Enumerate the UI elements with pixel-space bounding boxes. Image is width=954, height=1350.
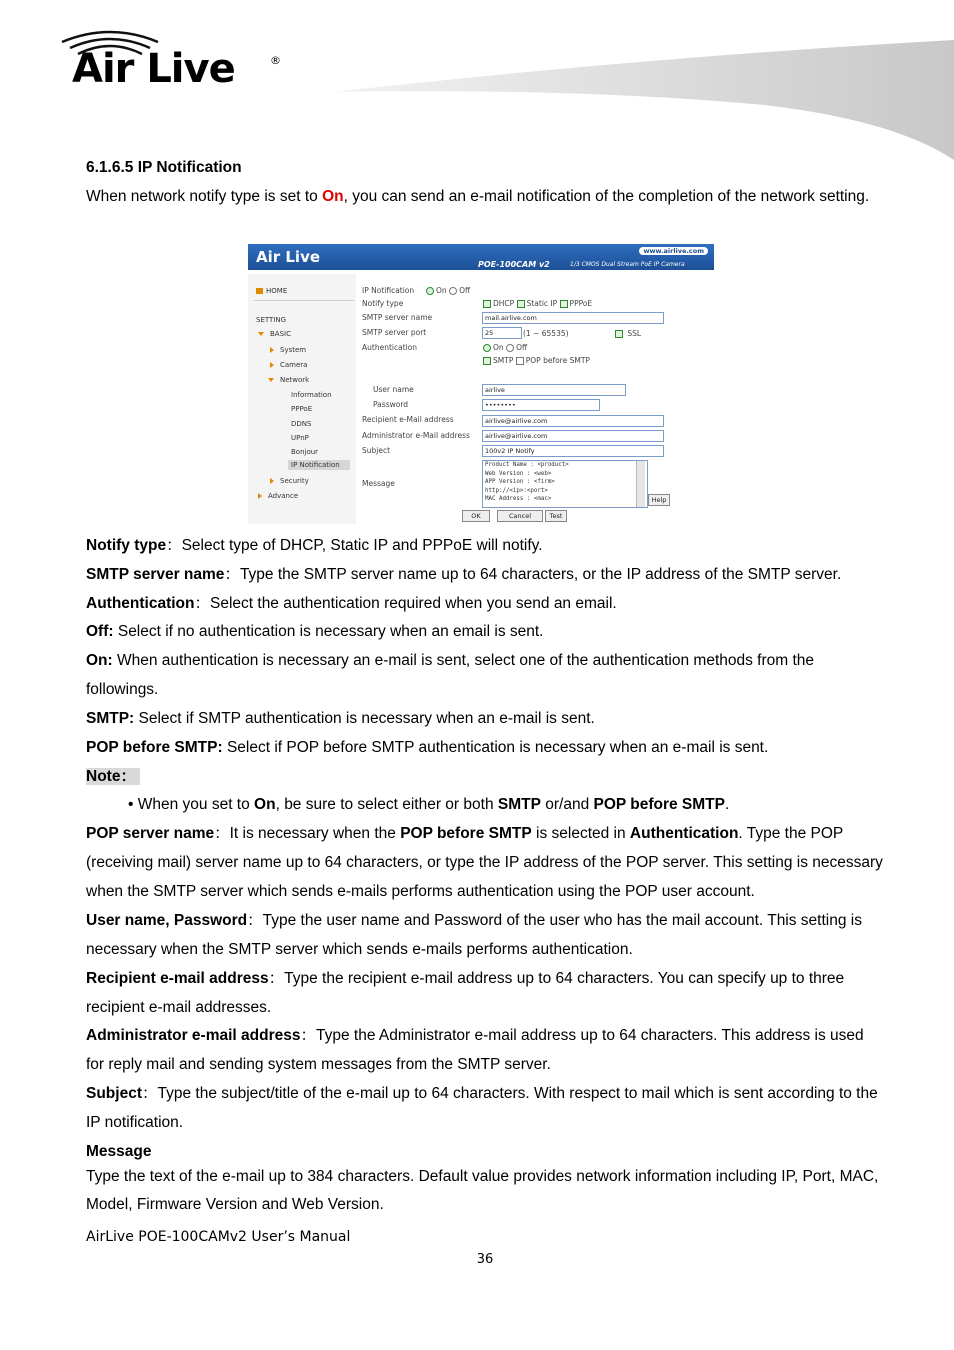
notify-type-options[interactable]: DHCP Static IP PPPoE [483,299,592,308]
sidebar-ip-notification[interactable]: IP Notification [288,460,350,470]
password-input[interactable]: •••••••• [482,399,600,411]
radio-off-icon[interactable] [506,344,514,352]
screenshot-url: www.airlive.com [639,247,708,255]
sidebar-divider [254,300,354,301]
ok-button[interactable]: OK [462,510,490,522]
screenshot-model-desc: 1/3 CMOS Dual Stream PoE IP Camera [570,261,685,268]
note-bullet: • When you set to On, be sure to select either or both SMTP or/and POP before SMTP. [128,796,730,813]
para-notify-type: Notify type：Select type of DHCP, Static IP and PPPoE will notify. [86,537,543,554]
admin-input[interactable]: airlive@airlive.com [482,430,664,442]
sidebar-basic[interactable]: BASIC [258,330,291,338]
sidebar-information[interactable]: Information [291,391,332,399]
screenshot-model: POE-100CAM v2 [478,260,550,269]
ip-notification-label: IP Notification [362,286,415,295]
cancel-button[interactable]: Cancel [497,510,543,522]
auth-methods[interactable]: SMTP POP before SMTP [483,356,590,365]
radio-off-icon[interactable] [449,287,457,295]
sidebar-camera[interactable]: Camera [270,361,307,369]
para-pop-server: POP server name：It is necessary when the POP before SMTP is selected in Authentication. Type the POP (receiving mail) server name up to 64 characters, or type the IP address of the POP server. This setting is necessary when the SMTP server which sends e-mails performs authentication using the POP user account. [86,825,883,900]
recipient-label: Recipient e-Mail address [362,415,454,424]
checkbox-checked-icon[interactable] [560,300,568,308]
registered-mark: ® [270,54,281,67]
para-on: On: When authentication is necessary an e-mail is sent, select one of the authentication methods from the followings. [86,652,815,698]
ip-notification-screenshot [248,244,714,524]
sidebar-advance[interactable]: Advance [258,492,298,500]
subject-label: Subject [362,446,391,455]
checkbox-empty-icon[interactable] [516,357,524,365]
sidebar-upnp[interactable]: UPnP [291,434,309,442]
checkbox-checked-icon[interactable] [483,300,491,308]
message-scrollbar[interactable] [636,461,645,507]
auth-radios[interactable]: On Off [483,343,527,352]
user-name-label: User name [373,385,414,394]
intro-paragraph: When network notify type is set to On, you can send an e-mail notification of the completion of the network setting. [86,188,870,205]
collapsed-icon [258,493,262,499]
sidebar-setting: SETTING [256,316,287,324]
para-authentication: Authentication：Select the authentication required when you send an email. [86,595,617,612]
admin-label: Administrator e-Mail address [362,431,470,440]
sidebar-home[interactable]: HOME [256,287,287,295]
para-subject: Subject：Type the subject/title of the e-mail up to 64 characters. With respect to mail which is sent according to the IP notification. [86,1085,878,1131]
screenshot-brand: Air Live [256,248,321,266]
checkbox-checked-icon[interactable] [517,300,525,308]
sidebar-pppoe[interactable]: PPPoE [291,405,313,413]
collapsed-icon [270,478,274,484]
message-label: Message [362,479,395,488]
checkbox-checked-icon[interactable] [615,330,623,338]
intro-on-highlight: On [322,188,344,205]
message-textarea[interactable]: Product Name : <product> Web Version : <web> APP Version : <firm> http://<ip>:<port> MAC Address : <mac> [482,460,648,508]
ssl-option[interactable]: SSL [615,329,641,338]
password-label: Password [373,400,409,409]
message-heading: Message [86,1143,152,1160]
logo-text: Air Live [72,46,235,92]
para-smtp: SMTP: Select if SMTP authentication is necessary when an e-mail is sent. [86,710,595,727]
collapsed-icon [270,347,274,353]
smtp-port-label: SMTP server port [362,328,427,337]
para-admin: Administrator e-mail address：Type the Administrator e-mail address up to 64 characters. This address is used for reply mail and sending system messages from the SMTP server. [86,1027,864,1073]
note-label: Note： [86,762,886,791]
airlive-logo [58,28,288,98]
user-name-input[interactable]: airlive [482,384,626,396]
ip-notification-radios[interactable]: On Off [426,286,470,295]
para-message: Type the text of the e-mail up to 384 characters. Default value provides network information including IP, Port, MAC, Model, Firmware Version and Web Version. [86,1168,879,1213]
screenshot-sidebar [248,274,356,524]
footer-manual: AirLive POE-100CAMv2 User’s Manual [86,1229,351,1245]
para-pop-before-smtp: POP before SMTP: Select if POP before SMTP authentication is necessary when an e-mail is sent. [86,739,769,756]
notify-type-label: Notify type [362,299,404,308]
help-button[interactable]: Help [648,494,670,506]
sidebar-system[interactable]: System [270,346,306,354]
smtp-port-input[interactable]: 25 [482,327,522,339]
para-off: Off: Select if no authentication is necessary when an email is sent. [86,623,544,640]
radio-on-icon[interactable] [483,344,491,352]
test-button[interactable]: Test [545,510,567,522]
sidebar-security[interactable]: Security [270,477,309,485]
para-smtp-server: SMTP server name：Type the SMTP server name up to 64 characters, or the IP address of the SMTP server. [86,566,842,583]
page-number: 36 [476,1252,494,1267]
sidebar-bonjour[interactable]: Bonjour [291,448,319,456]
collapsed-icon [270,362,274,368]
smtp-server-input[interactable]: mail.airlive.com [482,312,664,324]
sidebar-network[interactable]: Network [268,376,309,384]
subject-input[interactable]: 100v2 IP Notify [482,445,664,457]
section-title: 6.1.6.5 IP Notification [86,159,242,176]
sidebar-ddns[interactable]: DDNS [291,420,312,428]
screenshot-banner [248,244,714,270]
checkbox-checked-icon[interactable] [483,357,491,365]
smtp-server-label: SMTP server name [362,313,433,322]
para-user-password: User name, Password：Type the user name and Password of the user who has the mail account. This setting is necessary when the SMTP server which sends e-mails performs authentication. [86,912,862,958]
header-swoosh-decoration [334,0,954,170]
expanded-icon [268,378,274,382]
para-recipient: Recipient e-mail address：Type the recipient e-mail address up to 64 characters. You can specify up to three recipient e-mail addresses. [86,970,845,1016]
home-icon [256,288,263,294]
radio-on-icon[interactable] [426,287,434,295]
recipient-input[interactable]: airlive@airlive.com [482,415,664,427]
expanded-icon [258,332,264,336]
auth-label: Authentication [362,343,418,352]
port-range: (1 ~ 65535) [523,329,569,338]
